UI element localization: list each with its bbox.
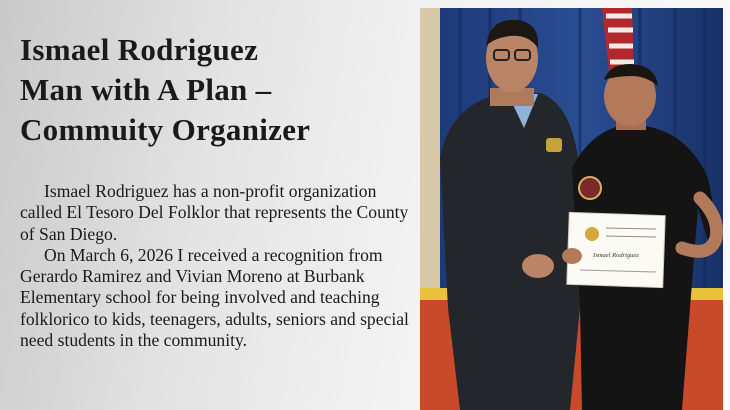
award-photo [420,8,723,410]
body-paragraph-1: Ismael Rodriguez has a non-profit organization called El Tesoro Del Folklor that represents the County of San Diego. [20,181,409,244]
article-body [20,181,415,351]
headline-line-2: Man with A Plan – [20,72,272,107]
certificate-seal-icon [585,227,599,241]
award-photo-illustration [420,8,723,410]
article-headline [20,30,410,150]
body-paragraph-2: On March 6, 2026 I received a recognition from Gerardo Ramirez and Vivian Moreno at Burbank Elementary school for being involved and teaching folklorico to kids, teenagers, adults, seniors and special need students in the community. [20,244,409,351]
headline-line-1: Ismael Rodriguez [20,32,259,67]
headline-line-3: Commuity Organizer [20,112,311,147]
certificate [562,212,665,287]
certificate-name: Ismael Rodriguez [593,252,639,259]
